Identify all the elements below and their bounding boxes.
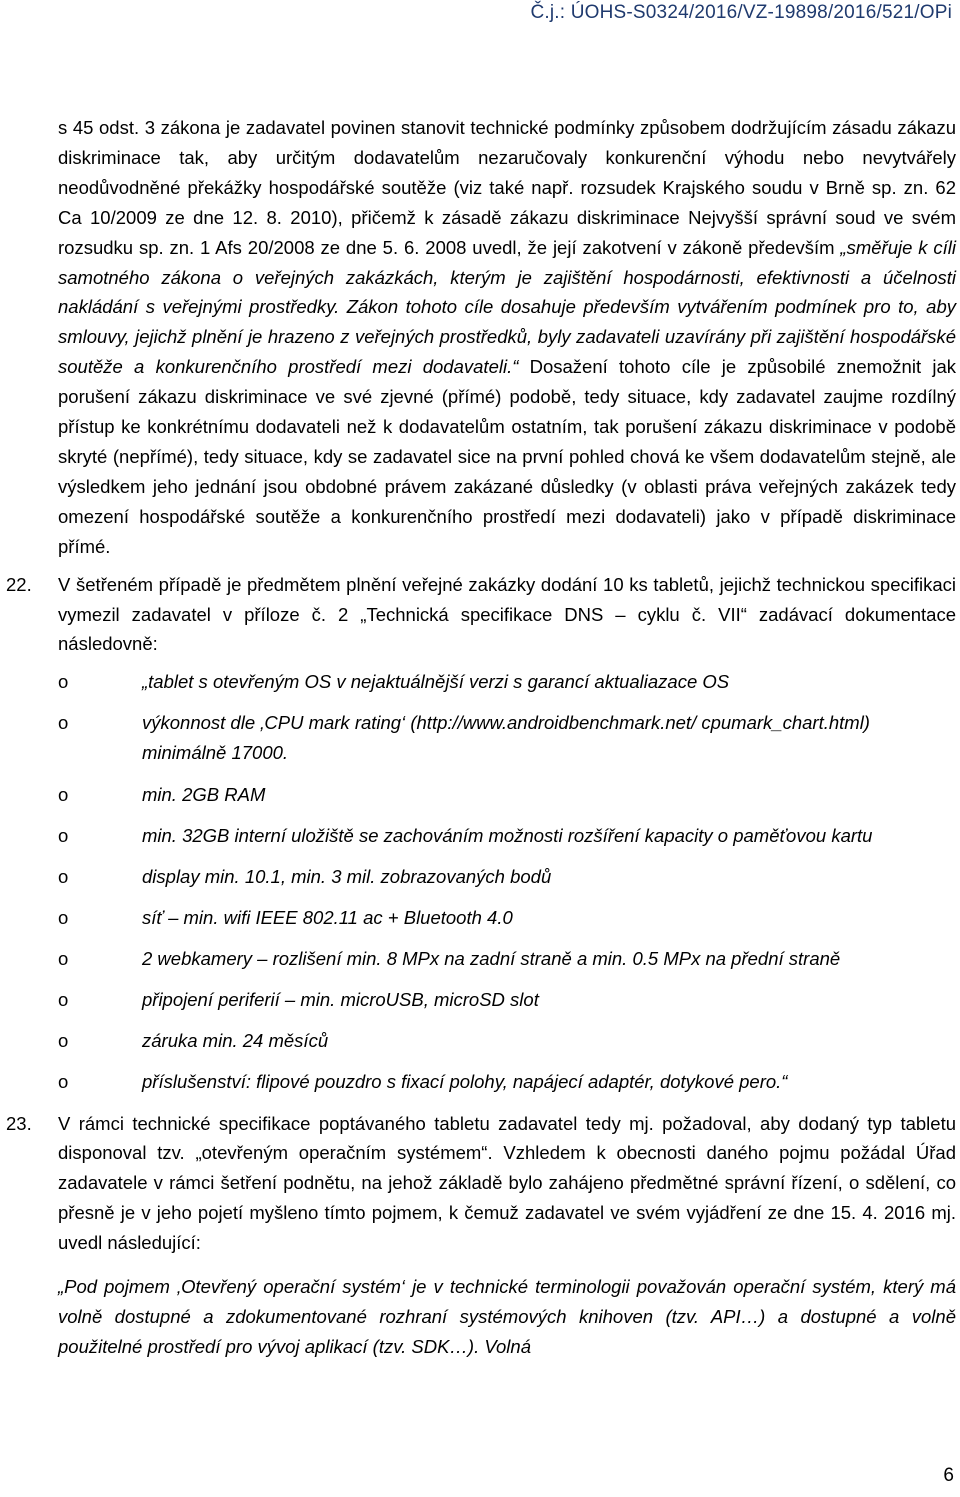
contracting-authority-quote: „Pod pojmem ‚Otevřený operační systém‘ je v technické terminologii považován operační systém, který má volně dostupné a zdokumentované rozhraní systémových knihoven (tzv. API…) a dostupné a volně použitelné prostředí pro vývoj aplikací (tzv. SDK…). Volná	[58, 1276, 956, 1357]
spec-item-text: min. 2GB RAM	[142, 783, 266, 805]
spec-item-text: výkonnost dle ‚CPU mark rating‘ (http://www.androidbenchmark.net/ cpumark_chart.html) minimálně 17000.	[142, 712, 870, 764]
intro-text-part1: s 45 odst. 3 zákona je zadavatel povinen stanovit technické podmínky způsobem dodržujícím zásadu zákazu diskriminace tak, aby určitým dodavatelům nezaručovaly konkurenční výhodu nebo nevytvářely neodůvodněné překážky hospodářské soutěže (viz také např. rozsudek Krajského soudu v Brně sp. zn. 62 Ca 10/2009 ze dne 12. 8. 2010), přičemž k zásadě zákazu diskriminace Nejvyšší správní soud ve svém rozsudku sp. zn. 1 Afs 20/2008 ze dne 5. 6. 2008 uvedl, že její zakotvení v zákoně především	[58, 117, 956, 258]
bullet-mark: o	[58, 866, 69, 887]
spec-item-text: min. 32GB interní uložiště se zachováním možnosti rozšíření kapacity o paměťovou kartu	[142, 824, 873, 846]
bullet-mark: o	[58, 989, 69, 1011]
spec-item-os	[58, 667, 956, 697]
document-reference-header: Č.j.: ÚOHS-S0324/2016/VZ-19898/2016/521/OPi	[530, 2, 952, 23]
page-number: 6	[943, 1465, 954, 1486]
bullet-mark: o	[58, 712, 69, 734]
technical-specification-list	[58, 667, 956, 1097]
spec-item-ram	[58, 780, 956, 810]
spec-item-accessories	[58, 1067, 956, 1097]
bullet-mark: o	[58, 907, 69, 929]
spec-item-display	[58, 862, 956, 892]
bullet-mark: o	[58, 1071, 69, 1093]
spec-item-text: 2 webkamery – rozlišení min. 8 MPx na zadní straně a min. 0.5 MPx na přední straně	[142, 948, 841, 970]
paragraph-23-text: V rámci technické specifikace poptávaného tabletu zadavatel tedy mj. požadoval, aby dodaný typ tabletu disponoval tzv. „otevřeným operačním systémem“. Vzhledem k obecnosti daného pojmu požádal Úřad zadavatele v rámci šetření podnětu, na jehož základě bylo zahájeno předmětné správní řízení, o sdělení, co přesně je v jeho pojetí myšleno tímto pojmem, k čemuž zadavatel ve svém vyjádření ze dne 15. 4. 2016 mj. uvedl následující:	[58, 1112, 956, 1254]
spec-item-network	[58, 903, 956, 933]
bullet-mark: o	[58, 1030, 69, 1052]
paragraph-22	[6, 570, 956, 660]
spec-item-storage	[58, 821, 956, 851]
spec-item-text: síť – min. wifi IEEE 802.11 ac + Bluetooth 4.0	[142, 907, 513, 929]
bullet-mark: o	[58, 783, 69, 805]
intro-paragraph	[58, 113, 956, 562]
paragraph-23	[6, 1109, 956, 1259]
spec-item-performance	[58, 708, 956, 768]
spec-item-text: záruka min. 24 měsíců	[142, 1030, 329, 1052]
spec-item-webcams	[58, 944, 956, 974]
paragraph-number: 22.	[6, 573, 32, 595]
spec-item-text: příslušenství: flipové pouzdro s fixací polohy, napájecí adaptér, dotykové pero.“	[142, 1071, 788, 1093]
court-quote: „směřuje k cíli samotného zákona o veřejných zakázkách, kterým je zajištění hospodárnosti, efektivnosti a účelnosti nakládání s veřejnými prostředky. Zákon tohoto cíle dosahuje především vytvářením podmínek pro to, aby smlouvy, jejichž plnění je hrazeno z veřejných prostředků, byly zadavateli uzavírány při zajištění hospodářské soutěže a konkurenčního prostředí mezi dodavateli.“	[58, 236, 956, 378]
spec-item-text: „tablet s otevřeným OS v nejaktuálnější verzi s garancí aktualiazace OS	[142, 671, 730, 693]
spec-item-text: display min. 10.1, min. 3 mil. zobrazovaných bodů	[142, 866, 552, 887]
intro-text-part2: Dosažení tohoto cíle je způsobilé znemožnit jak porušení zákazu diskriminace ve své zjevné (přímé) podobě, tedy situace, kdy zadavatel zaujme rozdílný přístup ke konkrétnímu dodavateli než k dodavatelům ostatním, tak porušení zákazu diskriminace v podobě skryté (nepřímé), tedy situace, kdy se zadavatel sice na první pohled chová ke všem dodavatelům stejně, ale výsledkem jeho jednání jsou obdobné právem zakázané důsledky (v oblasti práva veřejných zakázek tedy omezení hospodářské soutěže a konkurenčního prostředí mezi dodavateli) jako v případě diskriminace přímé.	[58, 356, 956, 557]
spec-item-warranty	[58, 1026, 956, 1056]
paragraph-number: 23.	[6, 1112, 32, 1134]
paragraph-22-text: V šetřeném případě je předmětem plnění veřejné zakázky dodání 10 ks tabletů, jejichž technickou specifikaci vymezil zadavatel v příloze č. 2 „Technická specifikace DNS – cyklu č. VII“ zadávací dokumentace následovně:	[58, 573, 956, 655]
document-body	[6, 113, 956, 1362]
bullet-mark: o	[58, 948, 69, 970]
spec-item-text: připojení periferií – min. microUSB, microSD slot	[142, 989, 539, 1011]
bullet-mark: o	[58, 671, 69, 693]
bullet-mark: o	[58, 824, 69, 846]
spec-item-peripherals	[58, 985, 956, 1015]
